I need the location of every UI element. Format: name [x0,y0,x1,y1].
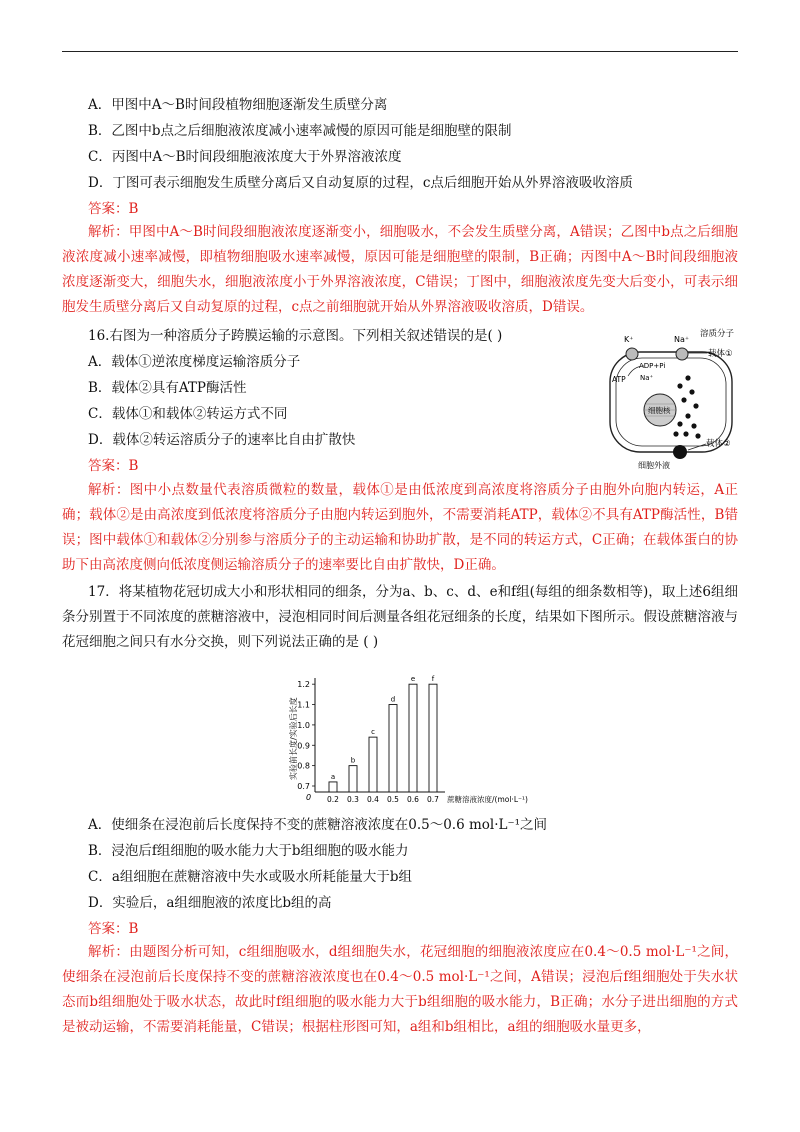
bar-label: b [350,756,356,765]
q17-answer: 答案：B [88,921,139,937]
bar [369,737,377,792]
x-tick-label: 0.3 [347,795,359,804]
x-axis-label: 蔗糖溶液浓度/(mol·L⁻¹) [447,795,528,804]
q17-explanation: 解析：由题图分析可知，c组细胞吸水，d组细胞失水，花冠细胞的细胞液浓度应在0.4～0.5 mol·L⁻¹之间，使细条在浸泡前后长度保持不变的蔗糖溶液浓度也在0.4～0.5 mol·L⁻¹之间，A错误；浸泡后f组细胞处于失水状态而b组细胞处于吸水状态，故此时f组细胞的吸水能力大于b组细胞的吸水能力，B正确；水分子进出细胞的方式是被动运输，不需要消耗能量，C错误；根据柱形图可知，a组和b组相比，a组的细胞吸水量更多， [62,944,738,1035]
header-rule [62,51,738,52]
q17-option-a: A．使细条在浸泡前后长度保持不变的蔗糖溶液浓度在0.5～0.6 mol·L⁻¹之间 [88,817,548,833]
y-tick-label: 1.1 [297,700,310,710]
q17-option-c: C．a组细胞在蔗糖溶液中失水或吸水所耗能量大于b组 [88,869,413,885]
q16-option-b: B．载体②具有ATP酶活性 [88,380,247,396]
bar-label: e [410,675,416,684]
nucleus-label: 细胞核 [648,406,671,415]
q17-stem: 17．将某植物花冠切成大小和形状相同的细条，分为a、b、c、d、e和f组(每组的细条数相等)，取上述6组细条分别置于不同浓度的蔗糖溶液中，浸泡相同时间后测量各组花冠细条的长度，结果如下图所示。假设蔗糖溶液与花冠细胞之间只有水分交换，则下列说法正确的是 ( ) [62,584,738,650]
carrier1-icon [676,348,688,360]
x-tick-label: 0.7 [427,795,439,804]
x-tick-label: 0.2 [327,795,339,804]
y-tick-label: 0.7 [297,782,310,791]
y-tick-label: 1.2 [297,680,310,690]
q16-stem: 16.右图为一种溶质分子跨膜运输的示意图。下列相关叙述错误的是( ) [88,328,503,344]
q15-option-c: C．丙图中A～B时间段细胞液浓度大于外界溶液浓度 [88,149,402,165]
bar [329,782,337,792]
bar [349,766,357,792]
y-axis-label: 实验前长度/实验后长度 [289,697,298,780]
bar-label: d [390,695,396,704]
x-tick-label: 0.4 [367,795,379,804]
q17-option-d: D．实验后，a组细胞液的浓度比b组的高 [88,895,332,911]
membrane-transport-diagram [600,328,750,473]
x-tick-label: 0.5 [387,795,399,804]
origin-label: 0 [306,793,312,802]
carrier1-k-icon [626,348,638,360]
carrier2-icon [673,445,687,459]
q15-explanation: 解析：甲图中A～B时间段细胞液浓度逐渐变小，细胞吸水，不会发生质壁分离，A错误；乙图中b点之后细胞液浓度减小速率减慢，即植物细胞吸水速率减慢，原因可能是细胞壁的限制，B正确；丙图中A～B时间段细胞液浓度逐渐变大，细胞失水，细胞液浓度小于外界溶液浓度，C错误；丁图中，细胞液浓度先变大后变小，可表示细胞发生质壁分离后又自动复原的过程，c点之前细胞就开始从外界溶液吸收溶质，D错误。 [62,224,738,315]
bar [429,684,437,792]
y-tick-label: 1.0 [297,720,310,730]
adp-label: ADP+Pi [639,362,666,370]
y-tick-label: 0.9 [297,741,310,751]
solute-label: 溶质分子 [700,329,735,339]
na-inner-label: Na⁺ [640,374,654,382]
q16-explanation: 解析：图中小点数量代表溶质微粒的数量，载体①是由低浓度到高浓度将溶质分子由胞外向胞内转运，A正确；载体②是由高浓度到低浓度将溶质分子由胞内转运到胞外，不需要消耗ATP，载体②不具有ATP酶活性，B错误；图中载体①和载体②分别参与溶质分子的主动运输和协助扩散，是不同的转运方式，C正确；在载体蛋白的协助下由高浓度侧向低浓度侧运输溶质分子的速率要比自由扩散快，D正确。 [62,482,738,573]
q16-option-a: A．载体①逆浓度梯度运输溶质分子 [88,354,301,370]
q16-option-d: D．载体②转运溶质分子的速率比自由扩散快 [88,432,356,448]
carrier1-label: 载体① [708,349,733,359]
bar [409,684,417,792]
bar [389,705,397,792]
q15-option-d: D．丁图可表示细胞发生质壁分离后又自动复原的过程，c点后细胞开始从外界溶液吸收溶质 [88,175,633,191]
q17-option-b: B．浸泡后f组细胞的吸水能力大于b组细胞的吸水能力 [88,843,409,859]
q15-option-a: A．甲图中A～B时间段植物细胞逐渐发生质壁分离 [88,97,388,113]
k-label: K⁺ [624,335,634,344]
x-tick-label: 0.6 [407,795,419,804]
q16-option-c: C．载体①和载体②转运方式不同 [88,406,288,422]
bar-label: f [431,675,435,684]
q15-answer: 答案：B [88,201,139,217]
na-label: Na⁺ [674,335,690,344]
carrier2-label: 载体② [706,439,731,449]
bar-label: c [371,728,375,737]
sucrose-bar-chart [285,670,560,810]
outside-label: 细胞外液 [638,461,670,470]
bar-label: a [330,772,336,781]
q16-answer: 答案：B [88,458,139,474]
y-tick-label: 0.8 [297,761,310,771]
q15-option-b: B．乙图中b点之后细胞液浓度减小速率减慢的原因可能是细胞壁的限制 [88,123,512,139]
atp-label: ATP [612,375,626,384]
